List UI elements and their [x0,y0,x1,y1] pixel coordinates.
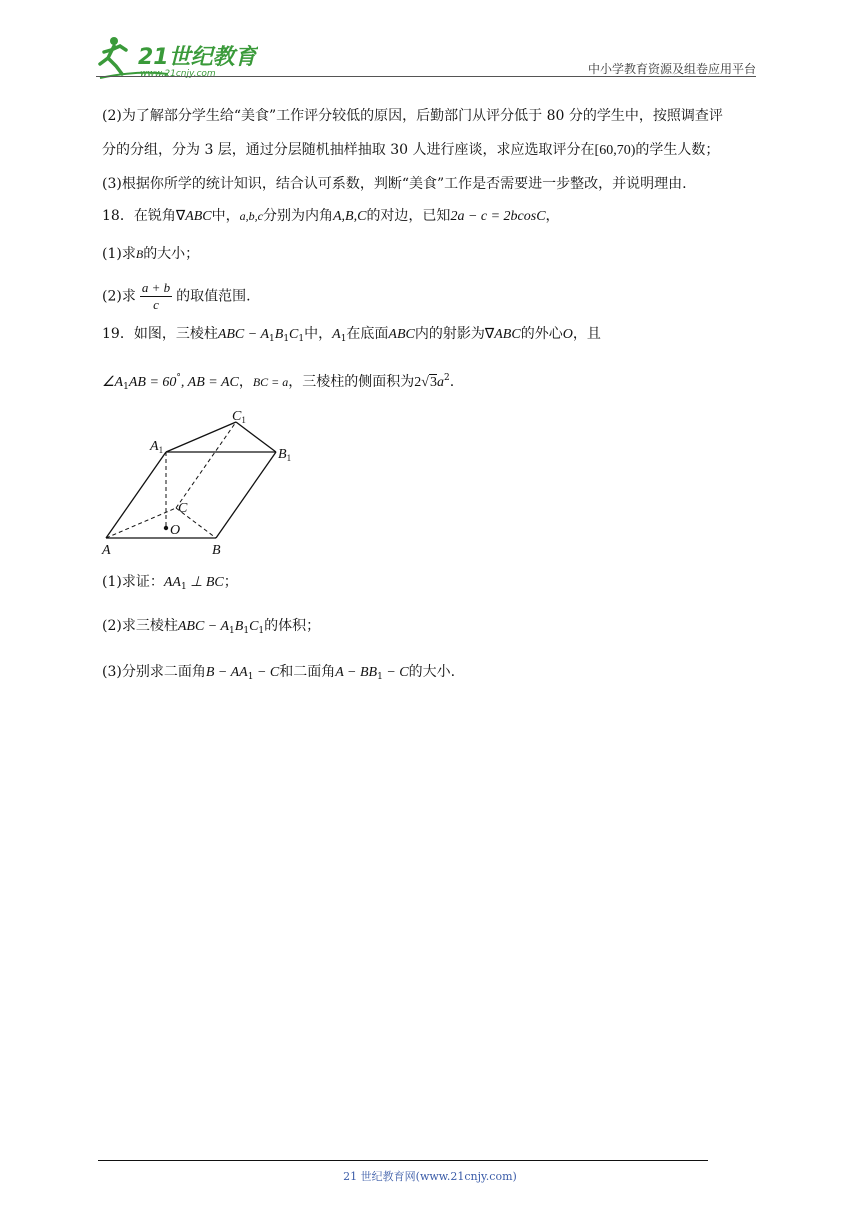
q17-part2-line1: (2)为了解部分学生给“美食”工作评分较低的原因，后勤部门从评分低于 80 分的学生中，按照调查评 [102,108,723,124]
label-C: C [178,501,188,516]
label-A1: $A_1$ [150,439,164,455]
footer-link[interactable]: 21 世纪教育网(www.21cnjy.com) [343,1170,517,1183]
label-C1: $C_1$ [232,409,246,425]
fraction: $\frac{a + b}{c}$ [141,280,171,312]
q19-stem-line2: $\angle A_1AB = 60^\circ$, AB = AC，BC = a，三棱柱的侧面积为$2√3a^2$. [102,373,455,392]
q18-part1: (1)求B的大小； [102,246,200,262]
q18-part2: (2)求 $\frac{a + b}{c}$ 的取值范围. [102,280,251,312]
point-O [164,526,168,530]
footer-divider [98,1160,708,1161]
label-A: A [102,543,111,556]
header-divider [96,76,756,77]
logo-text: 21世纪教育 [138,45,257,70]
header-platform-text: 中小学教育资源及组卷应用平台 [587,62,756,76]
interval: [60,70) [594,143,636,158]
q19-part2: (2)求三棱柱ABC − $A_1B_1C_1$的体积； [102,618,321,636]
q19-part1: (1)求证：$AA_1$ ⊥ BC； [102,574,238,592]
edge-C1-B1 [236,422,276,452]
logo-url: www.21cnjy.com [140,69,216,79]
q18-stem: 18．在锐角∇ABC中，a,b,c分别为内角A,B,C的对边，已知2a − c = 2bcosC， [102,208,560,224]
label-B: B [212,543,221,556]
label-B1: $B_1$ [278,447,292,463]
prism-figure [100,404,300,556]
site-logo [98,34,258,80]
label-O: O [170,523,181,538]
edge-B-B1 [216,452,276,538]
q19-part3: (3)分别求二面角$B - AA_1 - C$和二面角$A - BB_1 - C$的大小. [102,664,456,682]
q19-stem-line1: 19．如图，三棱柱ABC − $A_1B_1C_1$中，$A_1$在底面ABC内的射影为∇ABC的外心O，且 [102,326,601,344]
edge-A-A1 [106,452,166,538]
q17-part3: (3)根据你所学的统计知识，结合认可系数，判断“美食”工作是否需要进一步整改，并说明理由. [102,176,687,192]
q17-part2-line2: 分的分组，分为 3 层，通过分层随机抽样抽取 30 人进行座谈，求应选取评分在[60,70)的学生人数； [102,142,720,158]
